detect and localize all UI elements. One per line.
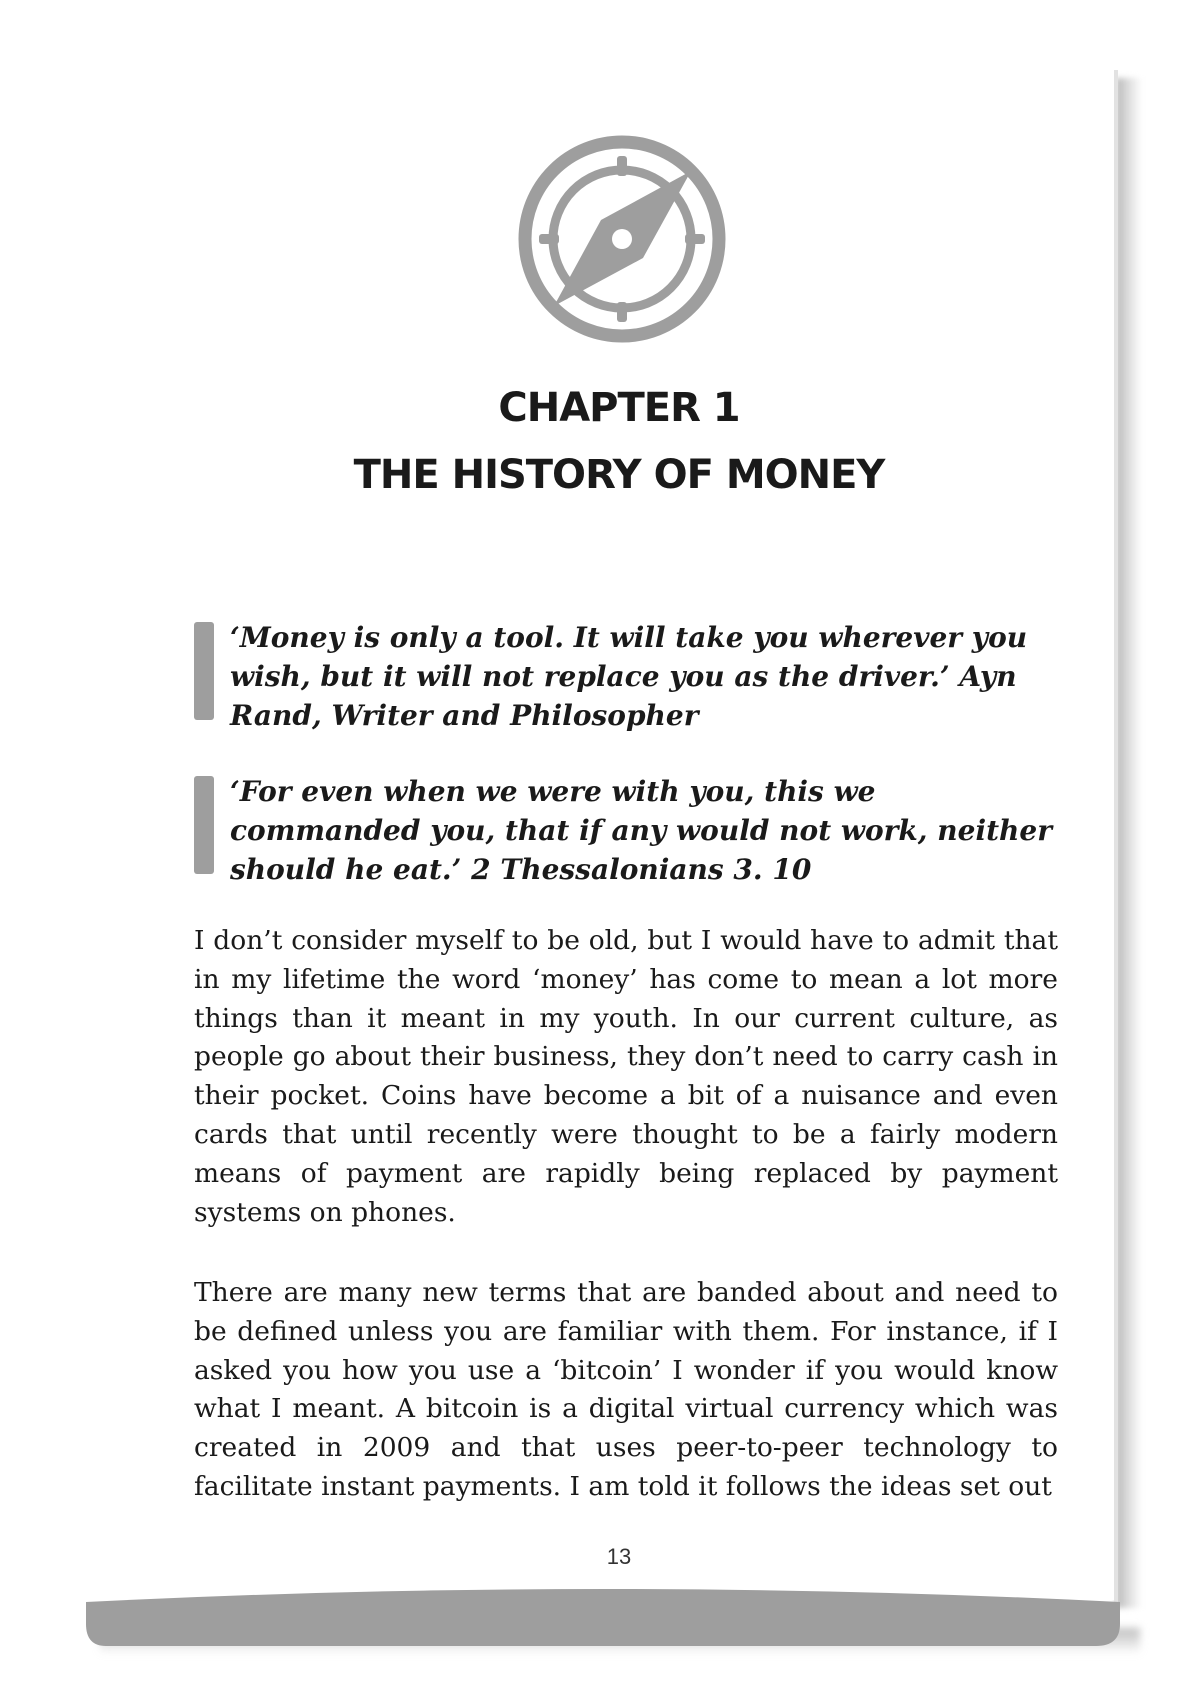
quote-bar	[194, 776, 214, 874]
compass-icon	[511, 128, 733, 350]
page-shadow-right	[1116, 78, 1142, 1608]
chapter-title: THE HISTORY OF MONEY	[353, 452, 885, 498]
quote-text: ‘For even when we were with you, this we commanded you, that if any would not work, neither should he eat.’ 2 Thessalonians 3. 10	[230, 775, 1052, 886]
body-paragraph: There are many new terms that are banded about and need to be defined unless you are familiar with them. For instance, if I asked you how you use a ‘bitcoin’ I wonder if you would know what I meant. A bitcoin is a digital virtual currency which was created in 2009 and that uses peer-to-peer technology to facilitate instant payments. I am told it follows the ideas set out	[194, 1277, 1058, 1502]
quote-text: ‘Money is only a tool. It will take you wherever you wish, but it will not replace you as the driver.’ Ayn Rand, Writer and Philosopher	[230, 621, 1028, 732]
quote-bar	[194, 622, 214, 720]
chapter-number: CHAPTER 1	[498, 385, 740, 431]
page-number: 13	[606, 1544, 632, 1569]
page-curl-decoration	[86, 1580, 1120, 1650]
page-edge	[1114, 70, 1118, 1610]
body-paragraph: I don’t consider myself to be old, but I would have to admit that in my lifetime the word ‘money’ has come to mean a lot more things than it meant in my youth. In our current culture, as people go about their business, they don’t need to carry cash in their pocket. Coins have become a bit of a nuisance and even cards that until recently were thought to be a fairly modern means of payment are rapidly being replaced by payment systems on phones.	[194, 925, 1058, 1228]
